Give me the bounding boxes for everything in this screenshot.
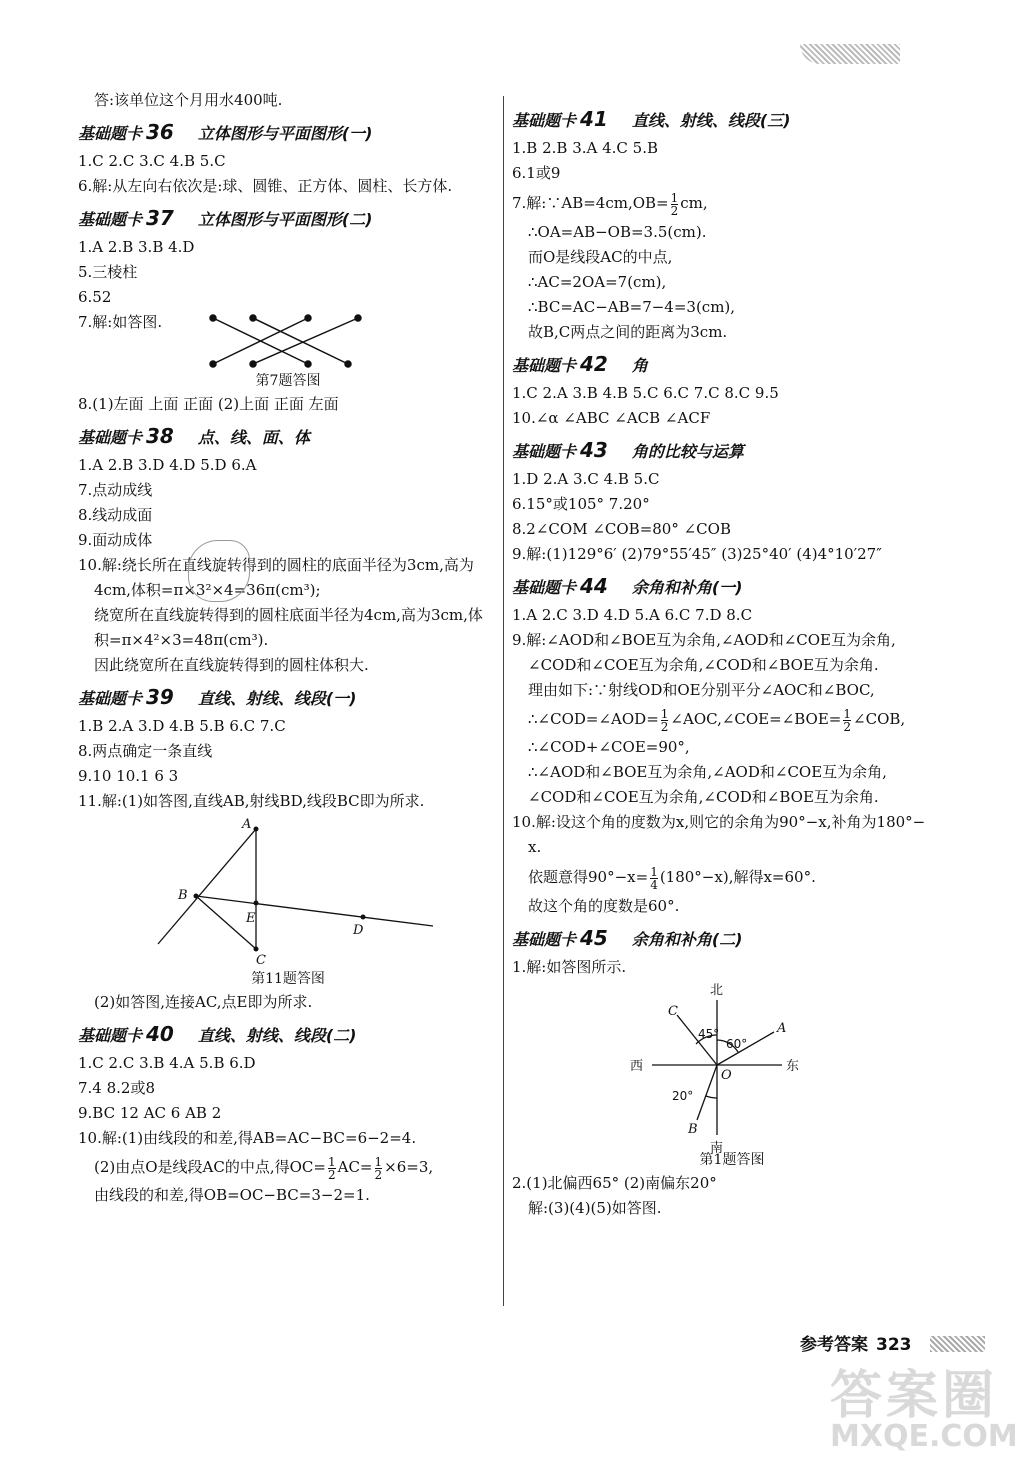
heading-topic: 立体图形与平面图形(二) [197,210,373,229]
answer-line: 10.解:设这个角的度数为x,则它的余角为90°−x,补角为180°− [512,813,926,831]
heading-label: 基础题卡 [78,428,143,447]
heading-number: 43 [580,438,608,462]
answer-line: ∴AC=2OA=7(cm), [528,273,667,291]
point-label-C: C [256,953,266,968]
fraction [671,192,679,217]
point-label-D: D [353,923,364,938]
footer-decoration [930,1336,985,1352]
heading-topic: 直线、射线、线段(三) [631,111,791,130]
answer-line: ∠COD和∠COE互为余角,∠COD和∠BOE互为余角. [528,656,879,674]
point-label-B: B [178,888,188,903]
heading-number: 42 [580,352,608,376]
answer-line: 1.D 2.A 3.C 4.B 5.C [512,470,660,488]
compass-west: 西 [630,1059,644,1074]
answer-line: 由线段的和差,得OB=OC−BC=3−2=1. [94,1186,370,1204]
figure-caption: 第1题答图 [699,1152,765,1168]
angle-label-45: 45° [698,1027,720,1041]
answer-line: 1.A 2.C 3.D 4.D 5.A 6.C 7.D 8.C [512,606,753,624]
point-label-E: E [246,911,256,926]
text-fragment: ∴∠COD=∠AOD= [528,710,659,728]
denominator: 2 [374,1167,383,1182]
angle-label-20: 20° [672,1089,694,1103]
text-fragment: ×6=3, [384,1158,434,1176]
answer-line: 绕宽所在直线旋转得到的圆柱底面半径为4cm,高为3cm,体 [94,606,483,624]
section-heading-44 [512,571,952,601]
figure-caption: 第11题答图 [251,971,325,987]
answer-line: 8.两点确定一条直线 [78,742,213,760]
section-heading-38 [78,421,498,451]
heading-number: 41 [580,107,608,131]
answer-line: (2)如答图,连接AC,点E即为所求. [94,993,313,1011]
answer-line: 8.2∠COM ∠COB=80° ∠COB [512,520,731,538]
numerator: 1 [670,190,679,205]
heading-label: 基础题卡 [512,930,577,949]
point-label-A: A [242,817,252,832]
answer-line: 9.10 10.1 6 3 [78,767,179,785]
heading-number: 44 [580,574,608,598]
heading-topic: 点、线、面、体 [197,428,310,447]
numerator: 1 [374,1154,383,1169]
compass-diagram [512,980,952,1156]
answer-line: 4cm,体积=π×3²×4=36π(cm³); [94,581,321,599]
column-divider [503,96,504,1306]
answer-line: 7.解:如答图. [78,313,163,331]
answer-line: 解:(3)(4)(5)如答图. [528,1199,662,1217]
stamp-mark [188,540,250,602]
answer-line: 6.1或9 [512,164,561,182]
numerator: 1 [650,864,658,879]
compass-north: 北 [710,983,724,998]
answer-line: 理由如下:∵射线OD和OE分别平分∠AOC和∠BOC, [528,681,875,699]
heading-number: 40 [146,1022,174,1046]
section-heading-40 [78,1019,498,1049]
answer-line: x. [528,838,542,856]
answer-line: ∴BC=AC−AB=7−4=3(cm), [528,298,736,316]
fraction [328,1156,336,1181]
text-fragment: 7.解:∵AB=4cm,OB= [512,194,669,212]
angle-label-60: 60° [726,1037,748,1051]
fraction [843,708,851,733]
answer-line: 答:该单位这个月用水400吨. [94,91,283,109]
answer-line: 因此绕宽所在直线旋转得到的圆柱体积大. [94,656,369,674]
text-fragment: (2)由点O是线段AC的中点,得OC= [94,1158,326,1176]
heading-number: 45 [580,926,608,950]
heading-number: 38 [146,424,174,448]
heading-label: 基础题卡 [78,124,143,143]
point-label-C: C [668,1004,678,1019]
answer-line: 9.解:∠AOD和∠BOE互为余角,∠AOD和∠COE互为余角, [512,631,896,649]
answer-line: 1.C 2.C 3.C 4.B 5.C [78,152,226,170]
figure-11-diagram [78,814,498,968]
answer-line: 9.面动成体 [78,531,153,549]
watermark-url: MXQE.COM [830,1419,1018,1454]
answer-line: 6.52 [78,288,112,306]
compass-east: 东 [786,1059,800,1074]
fraction [661,708,669,733]
text-fragment: (180°−x),解得x=60°. [659,868,816,886]
answer-line: 6.解:从左向右依次是:球、圆锥、正方体、圆柱、长方体. [78,177,453,195]
answer-line: 积=π×4²×3=48π(cm³). [94,631,269,649]
fraction [650,866,658,891]
page-number: 323 [876,1335,912,1355]
answer-line: 10.解:绕长所在直线旋转得到的圆柱的底面半径为3cm,高为 [78,556,474,574]
heading-topic: 立体图形与平面图形(一) [197,124,373,143]
answer-line [512,186,952,220]
section-heading-42 [512,349,952,379]
answer-line: 8.(1)左面 上面 正面 (2)上面 正面 左面 [78,395,339,413]
heading-topic: 直线、射线、线段(一) [197,689,357,708]
heading-number: 36 [146,120,174,144]
answer-line: 1.解:如答图所示. [512,958,627,976]
answer-line: 7.点动成线 [78,481,153,499]
answer-line: 而O是线段AC的中点, [528,248,673,266]
heading-label: 基础题卡 [512,442,577,461]
footer-label: 参考答案 [800,1335,868,1355]
section-heading-43 [512,435,952,465]
answer-line [512,703,952,735]
answer-line: 1.C 2.C 3.B 4.A 5.B 6.D [78,1054,256,1072]
heading-label: 基础题卡 [78,689,143,708]
point-label-A: A [777,1021,787,1036]
answer-line: 7.4 8.2或8 [78,1079,156,1097]
heading-label: 基础题卡 [78,210,143,229]
answer-line: 1.B 2.A 3.D 4.B 5.B 6.C 7.C [78,717,286,735]
section-heading-39 [78,682,498,712]
answer-line: ∴∠AOD和∠BOE互为余角,∠AOD和∠COE互为余角, [528,763,887,781]
answer-line: 6.15°或105° 7.20° [512,495,650,513]
text-fragment: AC= [337,1158,373,1176]
section-heading-45 [512,923,952,953]
answer-line: 2.(1)北偏西65° (2)南偏东20° [512,1174,717,1192]
page-footer [800,1330,912,1355]
fraction [375,1156,383,1181]
heading-label: 基础题卡 [512,356,577,375]
text-fragment: 依题意得90°−x= [528,868,649,886]
heading-label: 基础题卡 [512,111,577,130]
heading-label: 基础题卡 [512,578,577,597]
denominator: 2 [327,1167,336,1182]
section-heading-41 [512,104,952,134]
denominator: 2 [670,203,679,218]
heading-topic: 余角和补角(二) [631,930,743,949]
answer-line: 9.BC 12 AC 6 AB 2 [78,1104,222,1122]
answer-line: 故B,C两点之间的距离为3cm. [528,323,728,341]
answer-line: ∴∠COD+∠COE=90°, [528,738,690,756]
answer-line: ∴OA=AB−OB=3.5(cm). [528,223,707,241]
section-heading-36 [78,117,498,147]
heading-number: 37 [146,206,174,230]
answer-line: 1.A 2.B 3.D 4.D 5.D 6.A [78,456,257,474]
figure-7 [78,310,498,370]
denominator: 2 [660,719,669,734]
text-fragment: cm, [680,194,708,212]
answer-line: 9.解:(1)129°6′ (2)79°55′45″ (3)25°40′ (4)4°10′27″ [512,545,882,563]
numerator: 1 [327,1154,336,1169]
answer-line: 5.三棱柱 [78,263,138,281]
heading-topic: 直线、射线、线段(二) [197,1026,357,1045]
answer-line: 故这个角的度数是60°. [528,897,680,915]
answer-line: 1.C 2.A 3.B 4.B 5.C 6.C 7.C 8.C 9.5 [512,384,779,402]
heading-number: 39 [146,685,174,709]
point-label-O: O [721,1068,732,1083]
text-fragment: ∠COB, [853,710,906,728]
answer-line: 1.A 2.B 3.B 4.D [78,238,195,256]
heading-label: 基础题卡 [78,1026,143,1045]
heading-topic: 角 [631,356,648,375]
heading-topic: 角的比较与运算 [631,442,744,461]
corner-decoration [800,44,900,64]
answer-line: 10.∠α ∠ABC ∠ACB ∠ACF [512,409,711,427]
figure-7-diagram [78,310,498,370]
answer-line: ∠COD和∠COE互为余角,∠COD和∠BOE互为余角. [528,788,879,806]
denominator: 4 [650,877,658,892]
watermark [830,1366,1018,1454]
section-heading-37 [78,203,498,233]
right-column [512,88,952,1221]
heading-topic: 余角和补角(一) [631,578,743,597]
answer-line: 10.解:(1)由线段的和差,得AB=AC−BC=6−2=4. [78,1129,417,1147]
answer-line: 11.解:(1)如答图,直线AB,射线BD,线段BC即为所求. [78,792,425,810]
point-label-B: B [688,1122,698,1137]
figure-caption: 第7题答图 [255,373,321,389]
answer-line [512,860,952,894]
answer-line: 1.B 2.B 3.A 4.C 5.B [512,139,659,157]
numerator: 1 [843,706,852,721]
answer-line: 8.线动成面 [78,506,153,524]
denominator: 2 [843,719,852,734]
text-fragment: ∠AOC,∠COE=∠BOE= [670,710,842,728]
left-column [78,88,498,1208]
answer-line [78,1151,498,1183]
compass-south: 南 [710,1141,724,1156]
numerator: 1 [660,706,669,721]
watermark-logo-text: 答案圈 [830,1366,999,1426]
